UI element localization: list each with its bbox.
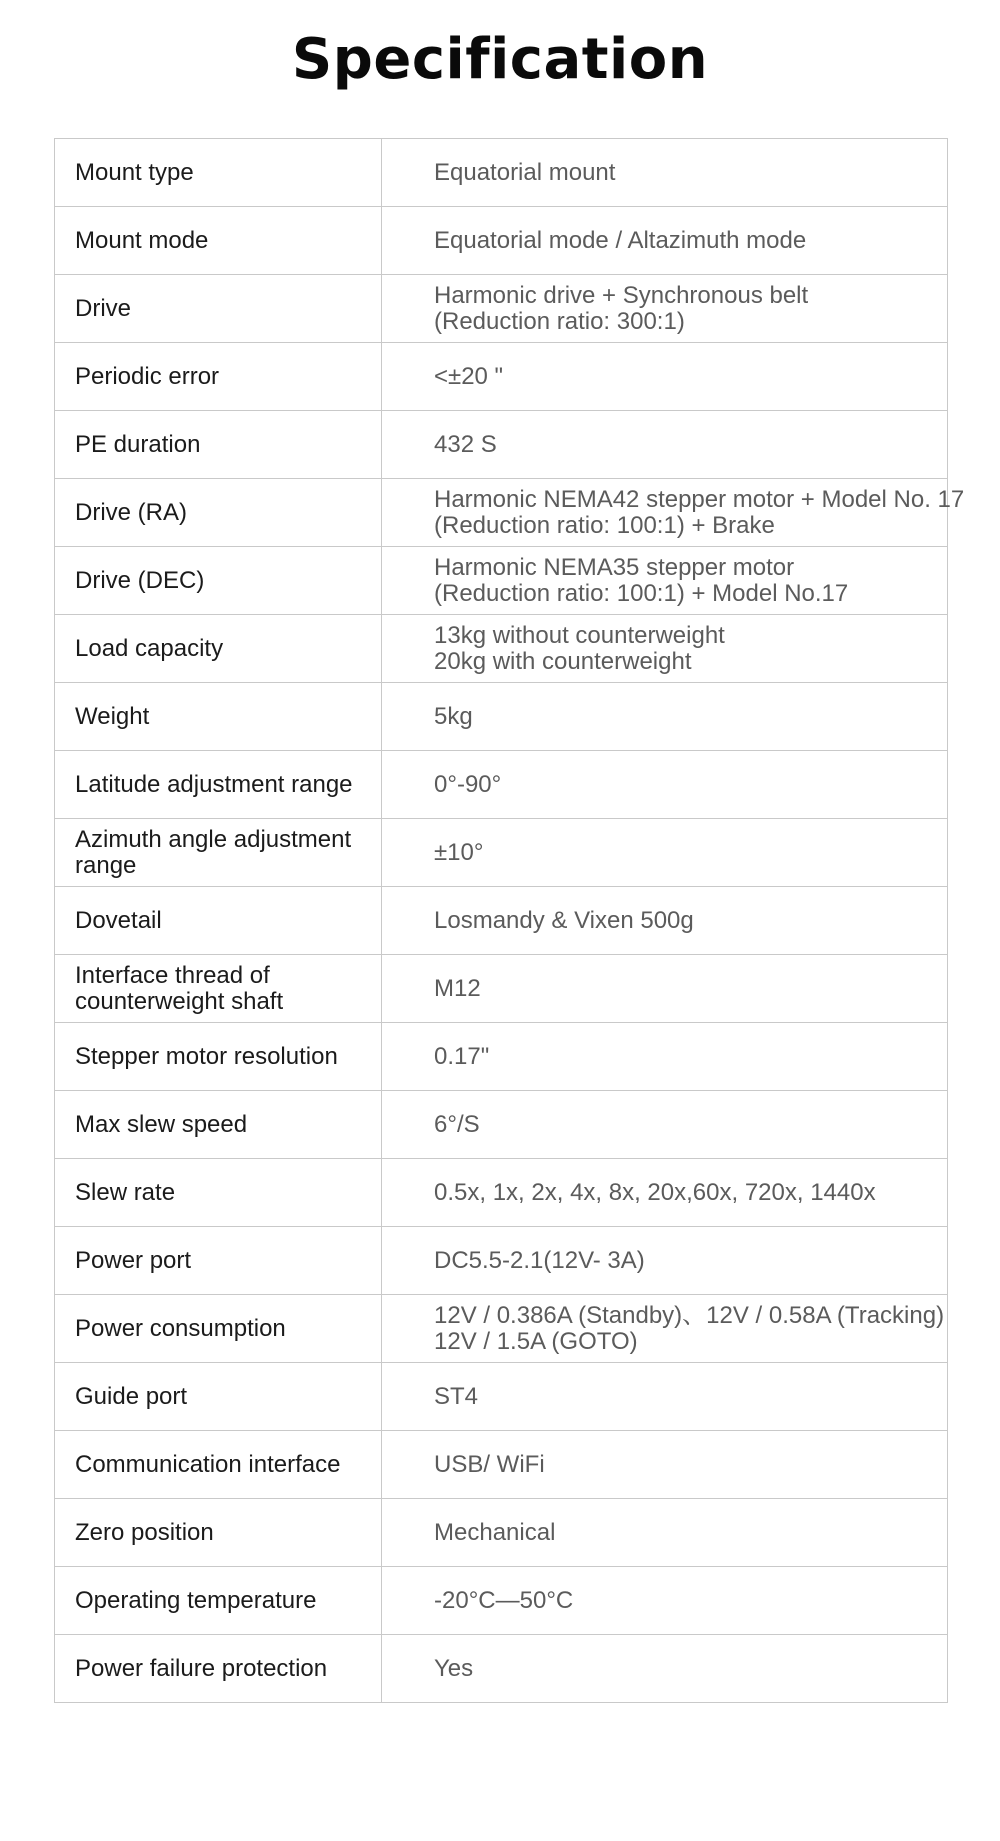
spec-value: Yes: [434, 1654, 474, 1682]
spec-value: (Reduction ratio: 100:1) + Model No.17: [434, 579, 849, 607]
spec-value-cell: [382, 275, 948, 343]
spec-label: Latitude adjustment range: [75, 770, 353, 798]
spec-label: Azimuth angle adjustment: [75, 825, 352, 853]
spec-value: Harmonic NEMA42 stepper motor + Model No. 17: [434, 485, 965, 513]
spec-row: [55, 955, 948, 1023]
spec-row: [55, 479, 948, 547]
spec-label-cell: [55, 343, 382, 411]
spec-label-cell: [55, 1091, 382, 1159]
spec-value: DC5.5-2.1(12V- 3A): [434, 1246, 645, 1274]
spec-label-cell: [55, 1227, 382, 1295]
spec-label-cell: [55, 275, 382, 343]
spec-row: [55, 139, 948, 207]
spec-label-cell: [55, 139, 382, 207]
spec-label: Periodic error: [75, 362, 220, 390]
spec-value-cell: [382, 1499, 948, 1567]
spec-row: [55, 615, 948, 683]
spec-row: [55, 1295, 948, 1363]
spec-value-cell: [382, 887, 948, 955]
spec-label-cell: [55, 751, 382, 819]
spec-label: Interface thread of: [75, 961, 270, 989]
spec-row: [55, 1363, 948, 1431]
spec-row: [55, 1091, 948, 1159]
spec-label-cell: [55, 1363, 382, 1431]
spec-label-cell: [55, 479, 382, 547]
spec-value-cell: [382, 751, 948, 819]
spec-row: [55, 1159, 948, 1227]
spec-row: [55, 887, 948, 955]
spec-value: -20°C—50°C: [434, 1586, 574, 1614]
spec-value-cell: [382, 1295, 948, 1363]
spec-value-cell: [382, 343, 948, 411]
spec-value-cell: [382, 139, 948, 207]
spec-label: Weight: [75, 702, 150, 730]
spec-row: [55, 819, 948, 887]
spec-label-cell: [55, 1567, 382, 1635]
spec-label-cell: [55, 411, 382, 479]
spec-value: (Reduction ratio: 300:1): [434, 307, 685, 335]
spec-value: <±20 ": [434, 362, 504, 390]
spec-label-cell: [55, 547, 382, 615]
spec-row: [55, 343, 948, 411]
spec-label: Power port: [75, 1246, 192, 1274]
spec-label-cell: [55, 1159, 382, 1227]
spec-label-cell: [55, 207, 382, 275]
page-title: Specification: [291, 27, 709, 92]
spec-value: 12V / 0.386A (Standby)、12V / 0.58A (Tracking): [434, 1301, 945, 1329]
spec-value: ±10°: [434, 838, 484, 866]
spec-label: Load capacity: [75, 634, 224, 662]
spec-row: [55, 1499, 948, 1567]
spec-label: range: [75, 851, 137, 879]
spec-label: Power consumption: [75, 1314, 286, 1342]
spec-value: M12: [434, 974, 481, 1002]
spec-table-body: [55, 139, 965, 1703]
spec-value: 0°-90°: [434, 770, 502, 798]
spec-value: Harmonic drive + Synchronous belt: [434, 281, 809, 309]
spec-value-cell: [382, 955, 948, 1023]
spec-value-cell: [382, 547, 948, 615]
spec-label: Max slew speed: [75, 1110, 248, 1138]
spec-row: [55, 1635, 948, 1703]
spec-value-cell: [382, 1023, 948, 1091]
spec-label: Mount mode: [75, 226, 209, 254]
spec-value: ST4: [434, 1382, 479, 1410]
spec-value-cell: [382, 1159, 948, 1227]
spec-row: [55, 207, 948, 275]
spec-value: 0.5x, 1x, 2x, 4x, 8x, 20x,60x, 720x, 1440x: [434, 1178, 876, 1206]
spec-label-cell: [55, 683, 382, 751]
spec-value-cell: [382, 411, 948, 479]
spec-label-cell: [55, 615, 382, 683]
spec-value: Losmandy & Vixen 500g: [434, 906, 694, 934]
spec-value-cell: [382, 1091, 948, 1159]
spec-value-cell: [382, 1567, 948, 1635]
spec-label: Guide port: [75, 1382, 188, 1410]
spec-label: Stepper motor resolution: [75, 1042, 338, 1070]
spec-row: [55, 751, 948, 819]
spec-value: 5kg: [434, 702, 473, 730]
spec-label-cell: [55, 1295, 382, 1363]
spec-value: 12V / 1.5A (GOTO): [434, 1327, 638, 1355]
spec-label: Drive (RA): [75, 498, 187, 526]
spec-label-cell: [55, 1023, 382, 1091]
spec-value: 6°/S: [434, 1110, 480, 1138]
spec-value: 432 S: [434, 430, 497, 458]
spec-value: 13kg without counterweight: [434, 621, 725, 649]
spec-value: Mechanical: [434, 1518, 556, 1546]
spec-row: [55, 1431, 948, 1499]
spec-value-cell: [382, 1635, 948, 1703]
spec-label: PE duration: [75, 430, 201, 458]
spec-value: 20kg with counterweight: [434, 647, 692, 675]
spec-value-cell: [382, 207, 948, 275]
spec-value: (Reduction ratio: 100:1) + Brake: [434, 511, 775, 539]
spec-value-cell: [382, 1227, 948, 1295]
spec-value: 0.17": [434, 1042, 490, 1070]
spec-value: Equatorial mount: [434, 158, 616, 186]
spec-value-cell: [382, 683, 948, 751]
spec-label-cell: [55, 887, 382, 955]
spec-row: [55, 1023, 948, 1091]
spec-label-cell: [55, 955, 382, 1023]
spec-row: [55, 1567, 948, 1635]
spec-value-cell: [382, 1363, 948, 1431]
spec-row: [55, 275, 948, 343]
spec-row: [55, 547, 948, 615]
spec-value-cell: [382, 479, 965, 547]
spec-label: Zero position: [75, 1518, 214, 1546]
spec-table: [54, 138, 965, 1703]
spec-value-cell: [382, 615, 948, 683]
spec-label: counterweight shaft: [75, 987, 284, 1015]
spec-row: [55, 683, 948, 751]
spec-label: Operating temperature: [75, 1586, 317, 1614]
spec-label: Drive: [75, 294, 132, 322]
spec-label: Power failure protection: [75, 1654, 328, 1682]
spec-value-cell: [382, 1431, 948, 1499]
spec-label-cell: [55, 1635, 382, 1703]
spec-row: [55, 1227, 948, 1295]
spec-label: Mount type: [75, 158, 194, 186]
spec-label: Drive (DEC): [75, 566, 205, 594]
spec-label: Communication interface: [75, 1450, 341, 1478]
spec-row: [55, 411, 948, 479]
spec-value: Harmonic NEMA35 stepper motor: [434, 553, 795, 581]
spec-label-cell: [55, 1431, 382, 1499]
spec-label-cell: [55, 819, 382, 887]
spec-value-cell: [382, 819, 948, 887]
spec-value: USB/ WiFi: [434, 1450, 545, 1478]
spec-label: Dovetail: [75, 906, 162, 934]
spec-label: Slew rate: [75, 1178, 176, 1206]
spec-value: Equatorial mode / Altazimuth mode: [434, 226, 807, 254]
spec-label-cell: [55, 1499, 382, 1567]
